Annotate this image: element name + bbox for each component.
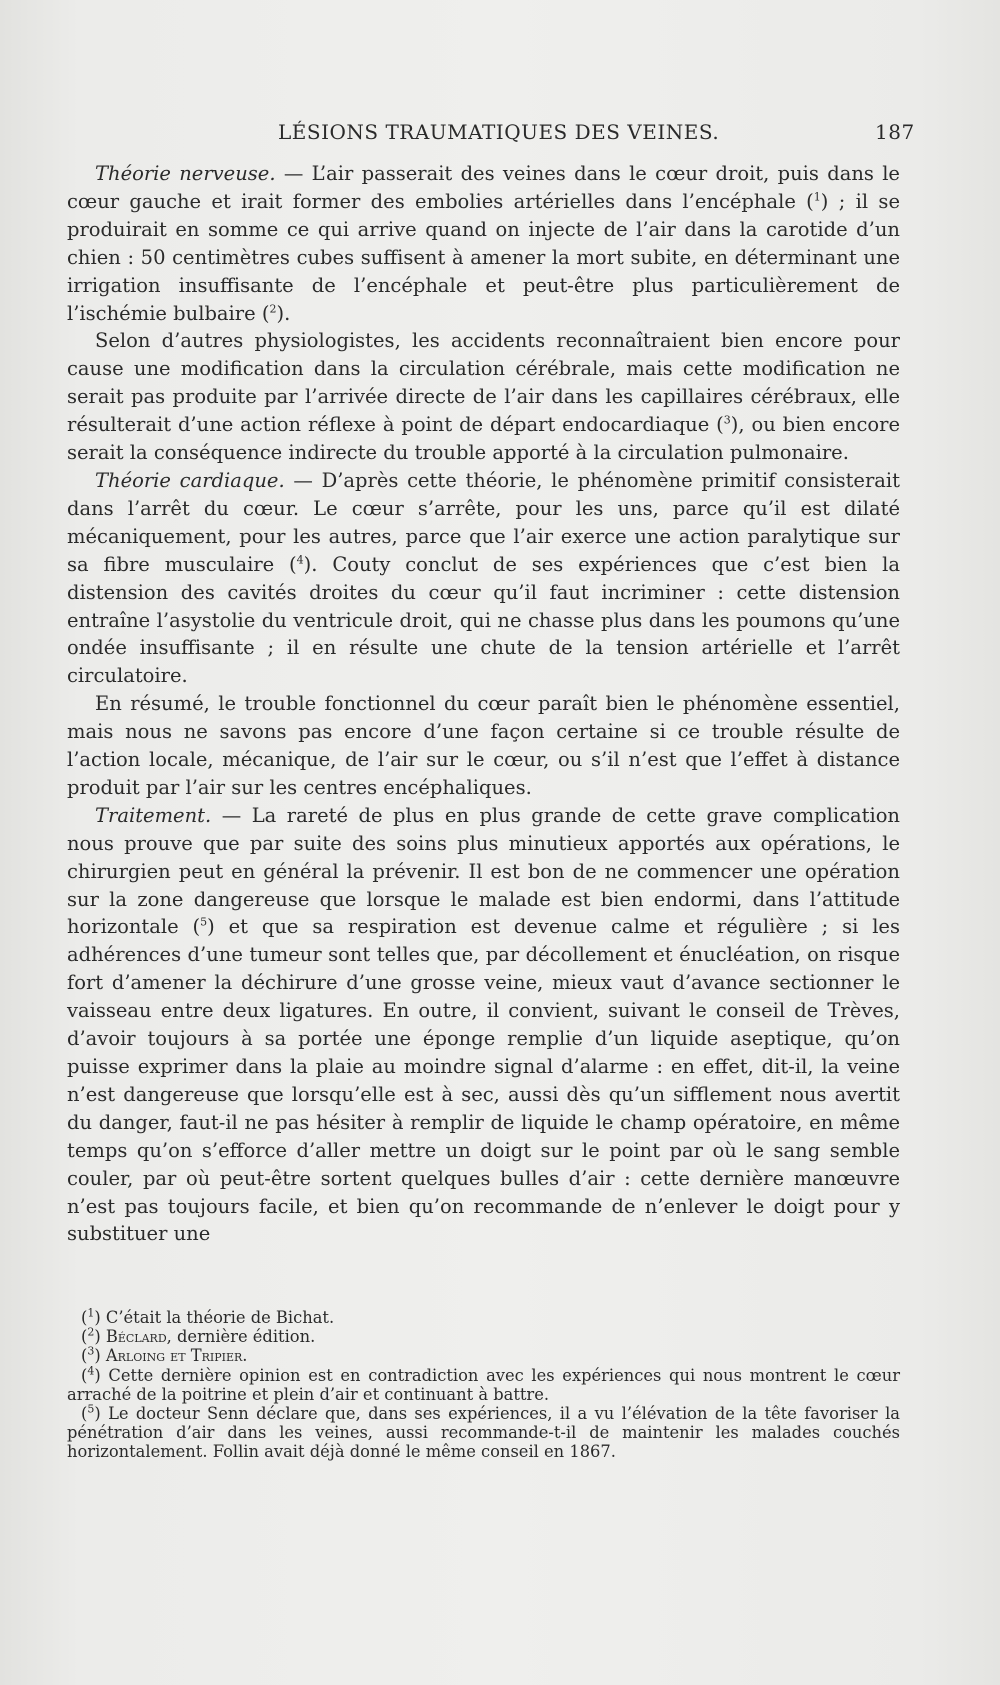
footnote-mark: 3	[87, 1344, 95, 1358]
body-text	[67, 160, 900, 1248]
text-run: ). Couty conclut de ses expériences que c’est bien la distension des cavités droites du cœur qu’il faut incriminer : cette distension entraîne l’asystolie du ventricule droit, qui ne chasse plus dans les poumons qu’une ondée insuffisante ; il en résulte une chute de la tension artérielle et l’arrêt circulatoire.	[67, 552, 901, 688]
footnotes	[67, 1308, 900, 1462]
footnote-mark: 1	[87, 1306, 95, 1320]
paragraph	[67, 802, 900, 1249]
author-name: Béclard	[105, 1327, 167, 1347]
footnote-text: .	[242, 1346, 248, 1366]
footnote-ref: 2	[269, 302, 277, 316]
footnote-text: Cette dernière opinion est en contradiction avec les expériences qui nous montrent le cœur arraché de la poitrine et plein d’air et continuant à battre.	[67, 1365, 900, 1404]
text-run: — L’air passerait des veines dans le cœur droit, puis dans le cœur gauche et irait former des embolies artérielles dans l’encéphale (	[67, 162, 900, 213]
section-heading: Traitement.	[95, 803, 212, 827]
text-run: ).	[276, 301, 291, 325]
paragraph	[67, 690, 900, 802]
text-run: — La rareté de plus en plus grande de cette grave complication nous prouve que par suite des soins plus minutieux apportés aux opérations, le chirurgien peut en général la prévenir. Il est bon de ne commencer une opération sur la zone dangereuse que lorsque le malade est bien endormi, dans l’attitude horizontale (	[67, 803, 900, 939]
footnote: ($^5$) Le docteur Senn déclare que, dans ses expériences, il a vu l’élévation de la tête favoriser la pénétration d’air dans les veines, aussi recommande-t-il de maintenir les malades couchés horizontalement. Follin avait déjà donné le même conseil en 1867.	[67, 1402, 900, 1462]
footnote-ref: 5	[200, 915, 208, 929]
running-title: LÉSIONS TRAUMATIQUES DES VEINES.	[278, 120, 720, 144]
footnote: ($^2$) Béclard, dernière édition.	[81, 1325, 316, 1347]
footnote: ($^3$) Arloing et Tripier.	[81, 1344, 248, 1366]
section-heading: Théorie nerveuse.	[95, 162, 276, 185]
page-number: 187	[875, 120, 915, 144]
footnote-ref: 1	[813, 190, 821, 204]
text-run: En résumé, le trouble fonctionnel du cœur paraît bien le phénomène essentiel, mais nous ne savons pas encore d’une façon certaine si ce trouble résulte de l’action locale, mécanique, de l’air sur le cœur, ou s’il n’est que l’effet à distance produit par l’air sur les centres encéphaliques.	[67, 692, 900, 799]
footnote-mark: 4	[87, 1364, 95, 1378]
author-name: Arloing et Tripier	[105, 1346, 243, 1366]
footnote-mark: 2	[87, 1325, 95, 1339]
paragraph	[67, 467, 900, 690]
text-run: ), ou bien encore serait la conséquence indirecte du trouble apporté à la circulation pulmonaire.	[67, 413, 900, 465]
footnote: ($^4$) Cette dernière opinion est en contradiction avec les expériences qui nous montrent le cœur arraché de la poitrine et plein d’air et continuant à battre.	[67, 1364, 900, 1404]
footnote-text: C’était la théorie de Bichat.	[105, 1308, 335, 1327]
page-header	[0, 120, 1000, 150]
paragraph	[67, 327, 900, 467]
text-run: ) ; il se produirait en somme ce qui arrive quand on injecte de l’air dans la carotide d’un chien : 50 centimètres cubes suffisent à amener la mort subite, en déterminant une irrigation insuffisante de l’encéphale et peut-être plus particulièrement de l’ischémie bulbaire (	[67, 189, 900, 325]
text-run: Selon d’autres physiologistes, les accidents reconnaîtraient bien encore pour cause une modification dans la circulation cérébrale, mais cette modification ne serait pas produite par l’arrivée directe de l’air dans les capillaires cérébraux, elle résulterait d’une action réflexe à point de départ endocardiaque (	[67, 329, 900, 437]
paragraph	[67, 160, 900, 327]
text-run: — D’après cette théorie, le phénomène primitif consisterait dans l’arrêt du cœur. Le cœur s’arrête, pour les uns, parce qu’il est dilaté mécaniquement, pour les autres, parce que l’air exerce une action paralytique sur sa fibre musculaire (	[67, 468, 900, 576]
footnote-text: , dernière édition.	[166, 1327, 316, 1347]
section-heading: Théorie cardiaque.	[95, 468, 285, 492]
footnote-ref: 3	[723, 413, 731, 427]
footnote-ref: 4	[296, 553, 304, 567]
footnote-mark: 5	[87, 1402, 95, 1416]
footnote-text: Le docteur Senn déclare que, dans ses expériences, il a vu l’élévation de la tête favoriser la pénétration d’air dans les veines, aussi recommande-t-il de maintenir les malades couchés horizontalement. Follin avait déjà donné le même conseil en 1867.	[67, 1404, 900, 1462]
footnote: ($^1$) C’était la théorie de Bichat.	[81, 1306, 335, 1327]
text-run: ) et que sa respiration est devenue calme et régulière ; si les adhérences d’une tumeur sont telles que, par décollement et énucléation, on risque fort d’amener la déchirure d’une grosse veine, mieux vaut d’avance sectionner le vaisseau entre deux ligatures. En outre, il convient, suivant le conseil de Trèves, d’avoir toujours à sa portée une éponge remplie d’un liquide aseptique, qu’on puisse exprimer dans la plaie au moindre signal d’alarme : en effet, dit-il, la veine n’est dangereuse que lorsqu’elle est à sec, aussi dès qu’un sifflement nous avertit du danger, faut-il ne pas hésiter à remplir de liquide le champ opératoire, en même temps qu’on s’efforce d’aller mettre un doigt sur le point par où le sang semble couler, par où peut-être sortent quelques bulles d’air : cette dernière manœuvre n’est pas toujours facile, et bien qu’on recommande de n’enlever le doigt pour y substituer une	[67, 915, 900, 1246]
